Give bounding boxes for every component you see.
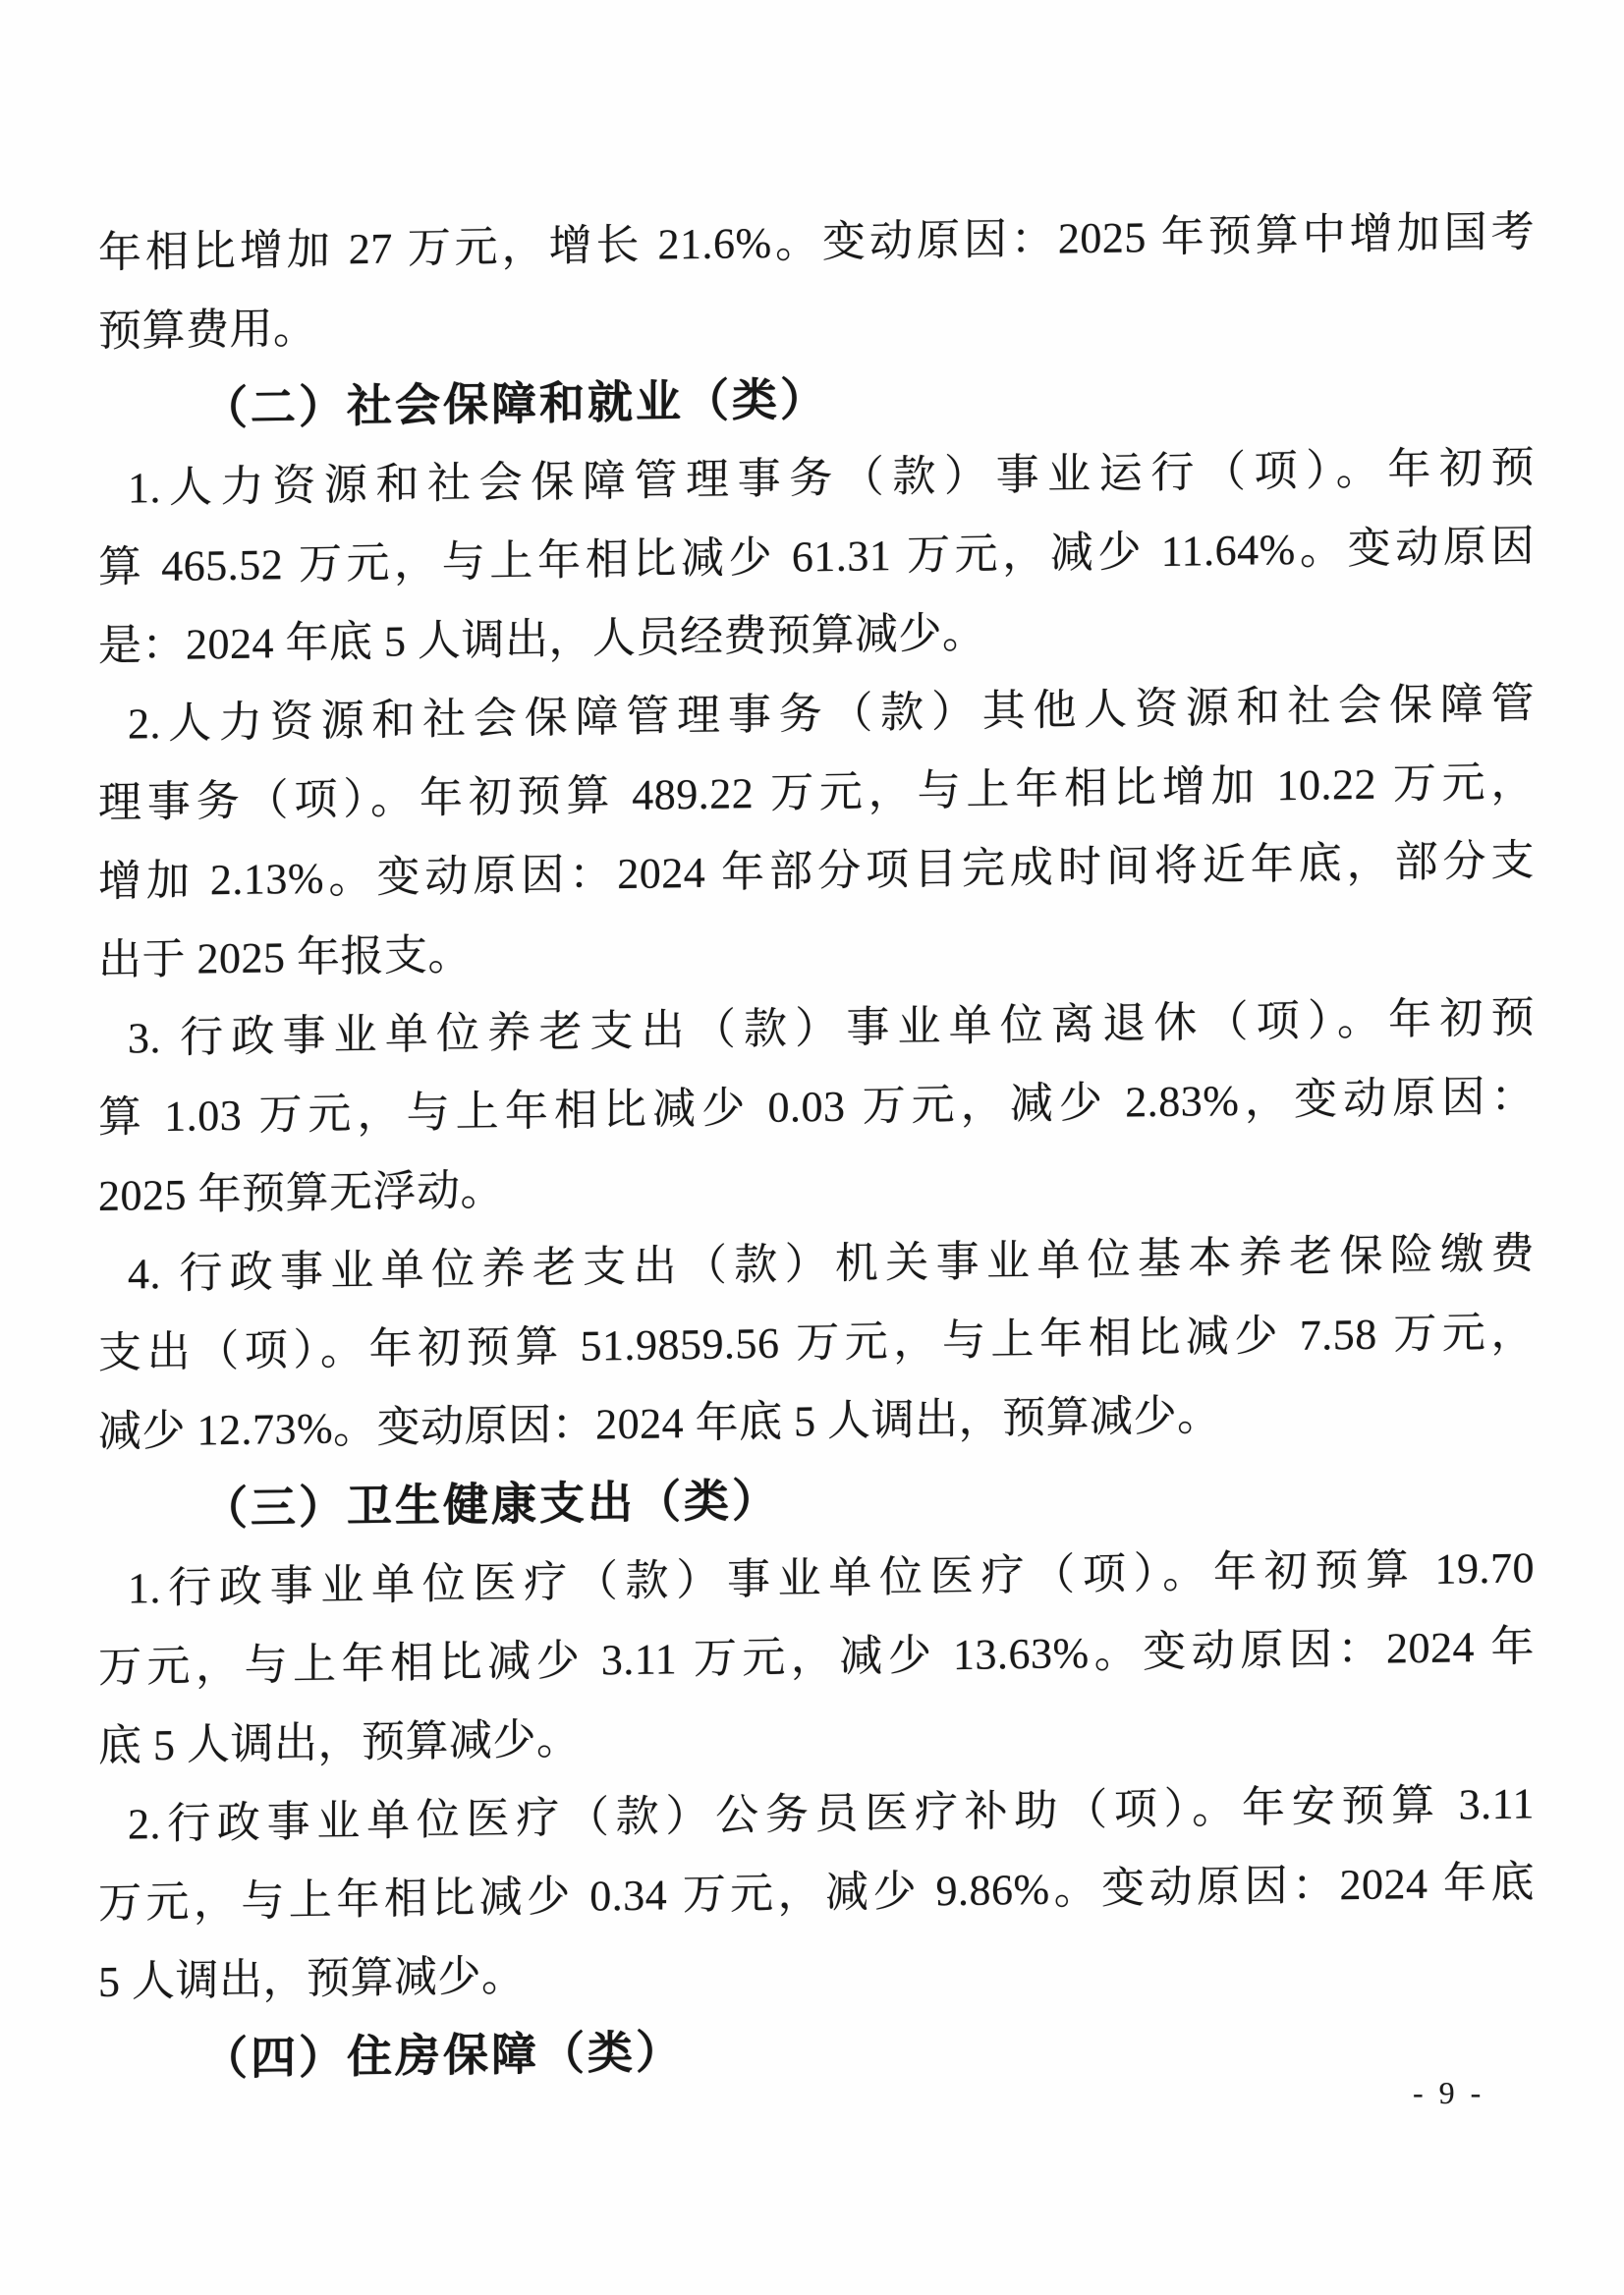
text-line: 底 5 人调出，预算减少。 bbox=[98, 1714, 581, 1770]
document-body bbox=[98, 0, 1535, 2100]
text-line: 增加 2.13%。变动原因：2024 年部分项目完成时间将近年底，部分支 bbox=[98, 836, 1535, 906]
text-line: 4. 行政事业单位养老支出（款）机关事业单位基本养老保险缴费 bbox=[128, 1229, 1535, 1299]
text-line: 出于 2025 年报支。 bbox=[98, 930, 472, 984]
section-heading-4: （四）住房保障（类） bbox=[202, 2027, 684, 2085]
text-line: 是：2024 年底 5 人调出，人员经费预算减少。 bbox=[98, 608, 986, 670]
text-line: 2.人力资源和社会保障管理事务（款）其他人资源和社会保障管 bbox=[128, 679, 1535, 749]
text-line: 1.人力资源和社会保障管理事务（款）事业运行（项）。年初预 bbox=[128, 443, 1535, 513]
text-line: 万元，与上年相比减少 0.34 万元，减少 9.86%。变动原因：2024 年底 bbox=[98, 1858, 1535, 1928]
section-heading-3: （三）卫生健康支出（类） bbox=[202, 1475, 780, 1535]
text-line: 3. 行政事业单位养老支出（款）事业单位离退休（项）。年初预 bbox=[128, 993, 1535, 1063]
text-line: 万元，与上年相比减少 3.11 万元，减少 13.63%。变动原因：2024 年 bbox=[98, 1622, 1535, 1692]
text-line: 2025 年预算无浮动。 bbox=[98, 1165, 504, 1220]
text-line: 5 人调出，预算减少。 bbox=[98, 1951, 526, 2006]
text-line: 预算费用。 bbox=[98, 304, 317, 356]
text-line: 理事务（项）。年初预算 489.22 万元，与上年相比增加 10.22 万元， bbox=[98, 757, 1535, 827]
text-line: 2.行政事业单位医疗（款）公务员医疗补助（项）。年安预算 3.11 bbox=[128, 1779, 1535, 1849]
page-number: - 9 - bbox=[1413, 2075, 1485, 2110]
text-line: 支出（项）。年初预算 51.9859.56 万元，与上年相比减少 7.58 万元， bbox=[98, 1308, 1535, 1377]
section-heading-2: （二）社会保障和就业（类） bbox=[202, 373, 828, 434]
text-line: 减少 12.73%。变动原因：2024 年底 5 人调出，预算减少。 bbox=[98, 1391, 1221, 1456]
text-line: 年相比增加 27 万元，增长 21.6%。变动原因：2025 年预算中增加国考 bbox=[98, 207, 1535, 277]
text-line: 算 465.52 万元，与上年相比减少 61.31 万元，减少 11.64%。变动原因 bbox=[98, 522, 1535, 591]
text-line: 算 1.03 万元，与上年相比减少 0.03 万元，减少 2.83%，变动原因： bbox=[98, 1072, 1535, 1142]
text-line: 1.行政事业单位医疗（款）事业单位医疗（项）。年初预算 19.70 bbox=[128, 1543, 1535, 1613]
